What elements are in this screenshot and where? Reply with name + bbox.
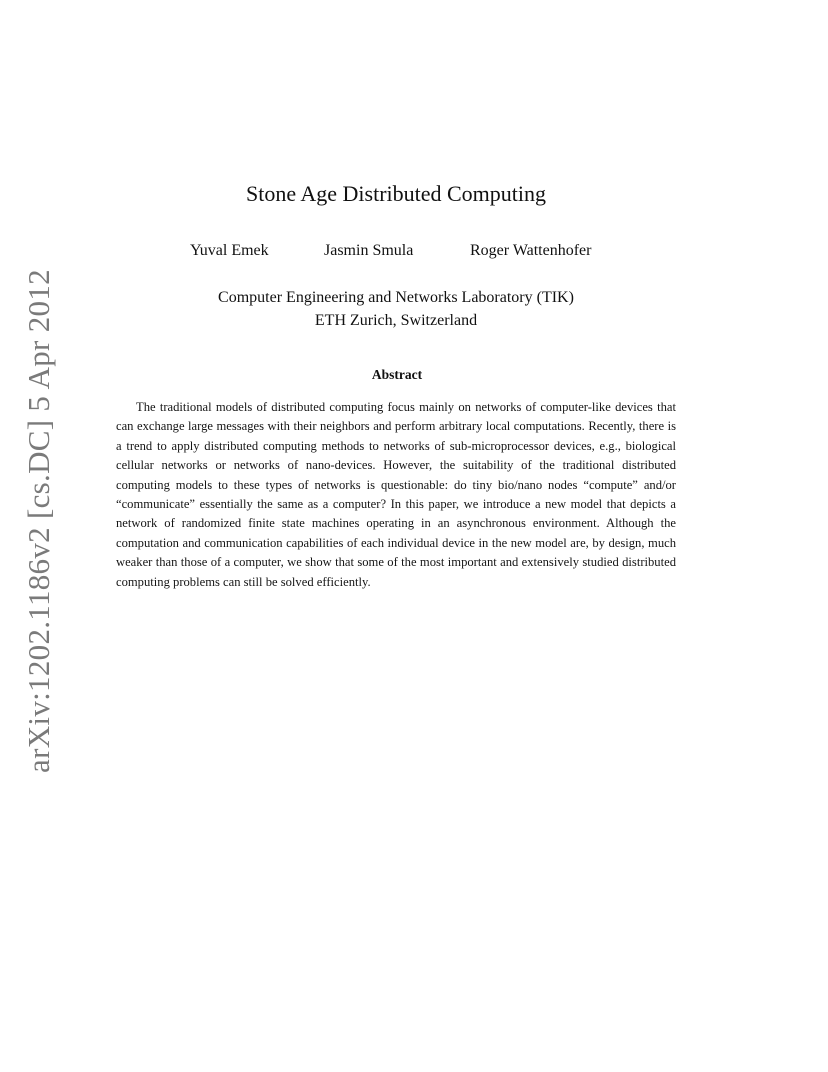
author-name: Jasmin Smula [324, 242, 414, 259]
abstract-heading: Abstract [371, 367, 423, 382]
author-name: Yuval Emek [190, 242, 269, 259]
arxiv-stamp [16, 269, 62, 773]
affiliation-institution: Computer Engineering and Networks Laboratory (TIK) [218, 289, 574, 306]
arxiv-id-label: arXiv:1202.1186v2 [cs.DC] 5 Apr 2012 [21, 269, 57, 773]
paper-title: Stone Age Distributed Computing [245, 181, 547, 206]
author-name: Roger Wattenhofer [470, 242, 592, 259]
abstract-body: The traditional models of distributed computing focus mainly on networks of computer-like devices that can exchange large messages with their neighbors and perform arbitrary local computations. Recently, there is a trend to apply distributed computing methods to networks of sub-microprocessor devices, e.g., biological cellular networks or networks of nano-devices. However, the suitability of the traditional distributed computing models to these types of networks is questionable: do tiny bio/nano nodes “compute” and/or “communicate” essentially the same as a computer? In this paper, we introduce a new model that depicts a network of randomized finite state machines operating in an asynchronous environment. Although the computation and communication capabilities of each individual device in the new model are, by design, much weaker than those of a computer, we show that some of the most important and extensively studied distributed computing problems can still be solved efficiently. [116, 400, 676, 589]
affiliation-location: ETH Zurich, Switzerland [314, 312, 478, 329]
